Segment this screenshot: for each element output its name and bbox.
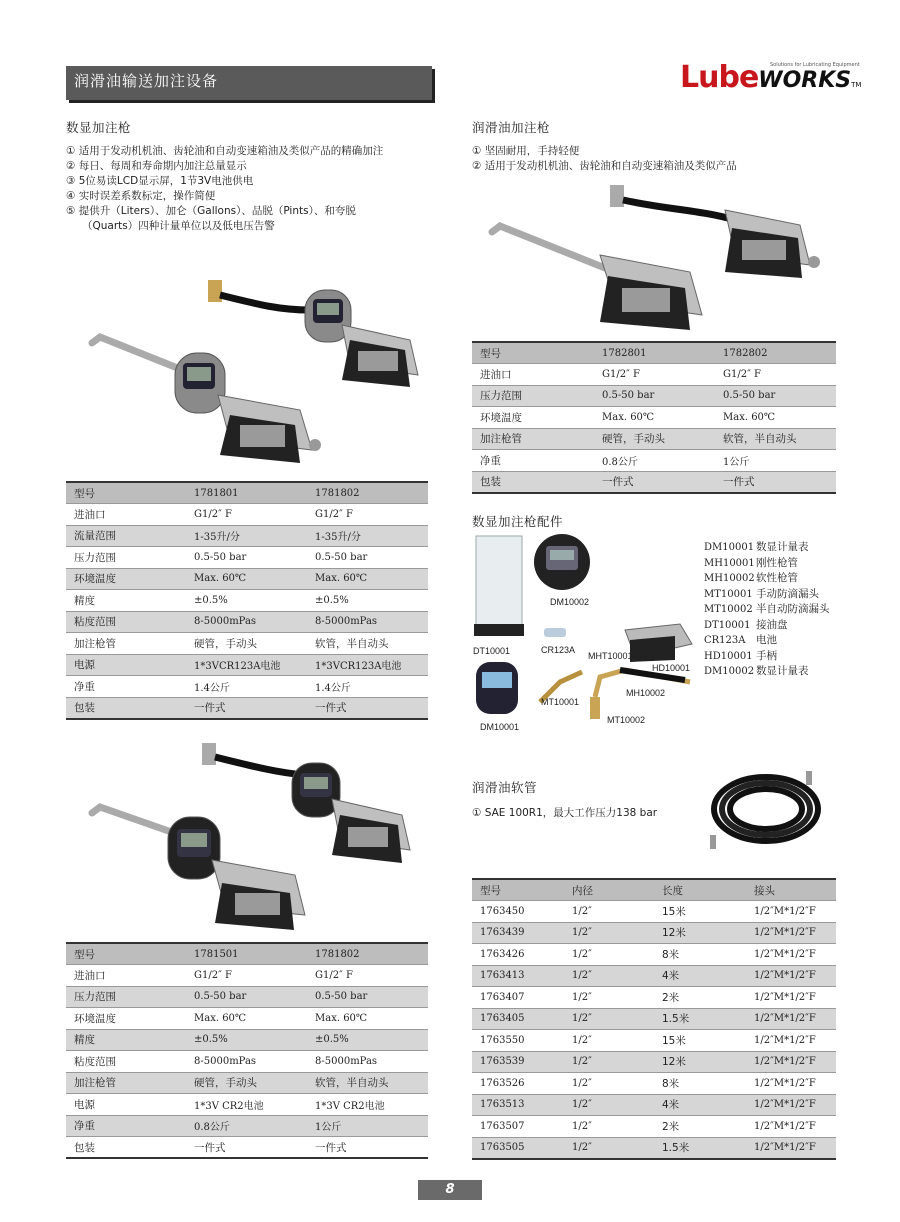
table-row: 进油口 G1/2″ F G1/2″ F [472,364,836,386]
table-row: 1763550 1/2″ 15米 1/2″M*1/2″F [472,1030,836,1052]
table-row: 电源 1*3VCR123A电池 1*3VCR123A电池 [66,654,428,676]
bullet-item: ② 适用于发动机机油、齿轮油和自动变速箱油及类似产品 [472,160,737,172]
digital-gun-photo-1 [80,265,430,475]
list-item: CR123A 电池 [704,634,777,646]
acc-label-dt10001: DT10001 [473,646,511,656]
table-row: 进油口 G1/2″ F G1/2″ F [66,504,428,526]
table-row: 净重 0.8公斤 1公斤 [472,450,836,472]
list-item: MT10002 半自动防滴漏头 [704,603,830,615]
bullet-item: （Quarts）四种计量单位以及低电压告警 [82,220,275,232]
list-item: MT10001 手动防滴漏头 [704,587,819,600]
digital-gun-photo-2 [80,735,430,935]
list-item: MH10002软性枪管 [704,572,798,584]
table-row: 1763539 1/2″ 12米 1/2″M*1/2″F [472,1051,836,1073]
table-row: 粘度范围 8-5000mPas 8-5000mPas [66,611,428,633]
acc-label-mht10001: MHT10001 [588,651,633,661]
table-row: 加注枪管 硬管，手动头 软管，半自动头 [472,428,836,450]
digital-gun-title: 数显加注枪 [66,120,132,135]
accessories-photo [470,532,702,732]
accessories-list [704,540,830,680]
table-row: 1763405 1/2″ 1.5米 1/2″M*1/2″F [472,1008,836,1030]
table-row: 压力范围 0.5-50 bar 0.5-50 bar [472,385,836,407]
list-item: DT10001 接油盘 [704,618,788,631]
table-row: 环境温度 Max. 60℃ Max. 60℃ [66,1008,428,1030]
table-row: 环境温度 Max. 60℃ Max. 60℃ [66,568,428,590]
accessories-title: 数显加注枪配件 [472,514,564,529]
bullet-item: ② 每日、每周和寿命期内加注总量显示 [66,160,247,172]
table-row: 1763526 1/2″ 8米 1/2″M*1/2″F [472,1073,836,1095]
table-row: 包装 一件式 一件式 [472,471,836,493]
table-row: 型号 1781801 1781802 [66,482,428,504]
table-row: 1763513 1/2″ 4米 1/2″M*1/2″F [472,1094,836,1116]
table-row: 压力范围 0.5-50 bar 0.5-50 bar [66,547,428,569]
table-row: 1763439 1/2″ 12米 1/2″M*1/2″F [472,922,836,944]
list-item: DM10002 数显计量表 [704,665,809,677]
logo-tagline: Solutions for Lubricating Equipment [770,62,860,68]
lube-gun-bullets [472,144,737,174]
table-row: 加注枪管 硬管，手动头 软管，半自动头 [66,633,428,655]
acc-label-mt10002: MT10002 [607,715,646,725]
table-row: 电源 1*3V CR2电池 1*3V CR2电池 [66,1094,428,1116]
spec-table-1 [66,481,428,720]
table-row: 型号 内径 长度 接头 [472,879,836,901]
bullet-item: ④ 实时误差系数标定，操作简便 [66,190,216,202]
acc-label-mt10001: MT10001 [541,697,580,707]
table-row: 净重 0.8公斤 1公斤 [66,1115,428,1137]
table-row: 精度 ±0.5% ±0.5% [66,590,428,612]
table-row: 型号 1781501 1781802 [66,943,428,965]
table-row: 型号 1782801 1782802 [472,342,836,364]
list-item: HD10001 手柄 [704,649,777,662]
acc-label-dm10002: DM10002 [550,597,590,607]
table-row: 精度 ±0.5% ±0.5% [66,1029,428,1051]
bullet-item: ⑤ 提供升（Liters）、加仑（Gallons）、品脱（Pints）、和夸脱 [66,205,356,217]
spec-table-2 [66,942,428,1159]
list-item: DM10001 数显计量表 [704,541,809,553]
table-row: 流量范围 1-35升/分 1-35升/分 [66,525,428,547]
spec-table-3 [472,341,836,494]
page-number: 8 [418,1180,482,1200]
bullet-item: ① 坚固耐用，手持轻便 [472,145,580,157]
acc-label-mh10002: MH10002 [626,688,666,698]
table-row: 1763505 1/2″ 1.5米 1/2″M*1/2″F [472,1137,836,1159]
table-row: 包装 一件式 一件式 [66,697,428,719]
logo-works-text: WORKS [758,68,852,93]
table-row: 压力范围 0.5-50 bar 0.5-50 bar [66,986,428,1008]
table-row: 粘度范围 8-5000mPas 8-5000mPas [66,1051,428,1073]
hose-table [472,878,836,1160]
table-row: 1763407 1/2″ 2米 1/2″M*1/2″F [472,987,836,1009]
list-item: MH10001刚性枪管 [704,556,798,569]
table-row: 加注枪管 硬管，手动头 软管，半自动头 [66,1072,428,1094]
bullet-item: ① 适用于发动机机油、齿轮油和自动变速箱油及类似产品的精确加注 [66,145,384,157]
hose-bullet: ① SAE 100R1，最大工作压力138 bar [472,807,658,819]
hose-photo [706,765,826,857]
table-row: 1763507 1/2″ 2米 1/2″M*1/2″F [472,1116,836,1138]
table-row: 1763413 1/2″ 4米 1/2″M*1/2″F [472,965,836,987]
acc-label-hd10001: HD10001 [652,663,691,673]
lube-gun-photo [480,180,835,335]
table-row: 净重 1.4公斤 1.4公斤 [66,676,428,698]
lube-gun-title: 润滑油加注枪 [472,120,551,135]
digital-gun-bullets [66,144,383,234]
hose-title: 润滑油软管 [472,780,538,795]
page-header-banner [66,66,432,100]
table-row: 包装 一件式 一件式 [66,1137,428,1159]
lubeworks-logo [680,60,862,100]
acc-label-dm10001: DM10001 [480,722,520,732]
logo-lube-text: Lube [680,60,759,95]
page-header-title: 润滑油输送加注设备 [74,72,219,90]
logo-tm-text: TM [851,81,862,89]
acc-label-cr123a: CR123A [541,645,576,655]
table-row: 进油口 G1/2″ F G1/2″ F [66,965,428,987]
table-row: 环境温度 Max. 60℃ Max. 60℃ [472,407,836,429]
table-row: 1763450 1/2″ 15米 1/2″M*1/2″F [472,901,836,923]
bullet-item: ③ 5位易读LCD显示屏，1节3V电池供电 [66,175,254,187]
table-row: 1763426 1/2″ 8米 1/2″M*1/2″F [472,944,836,966]
